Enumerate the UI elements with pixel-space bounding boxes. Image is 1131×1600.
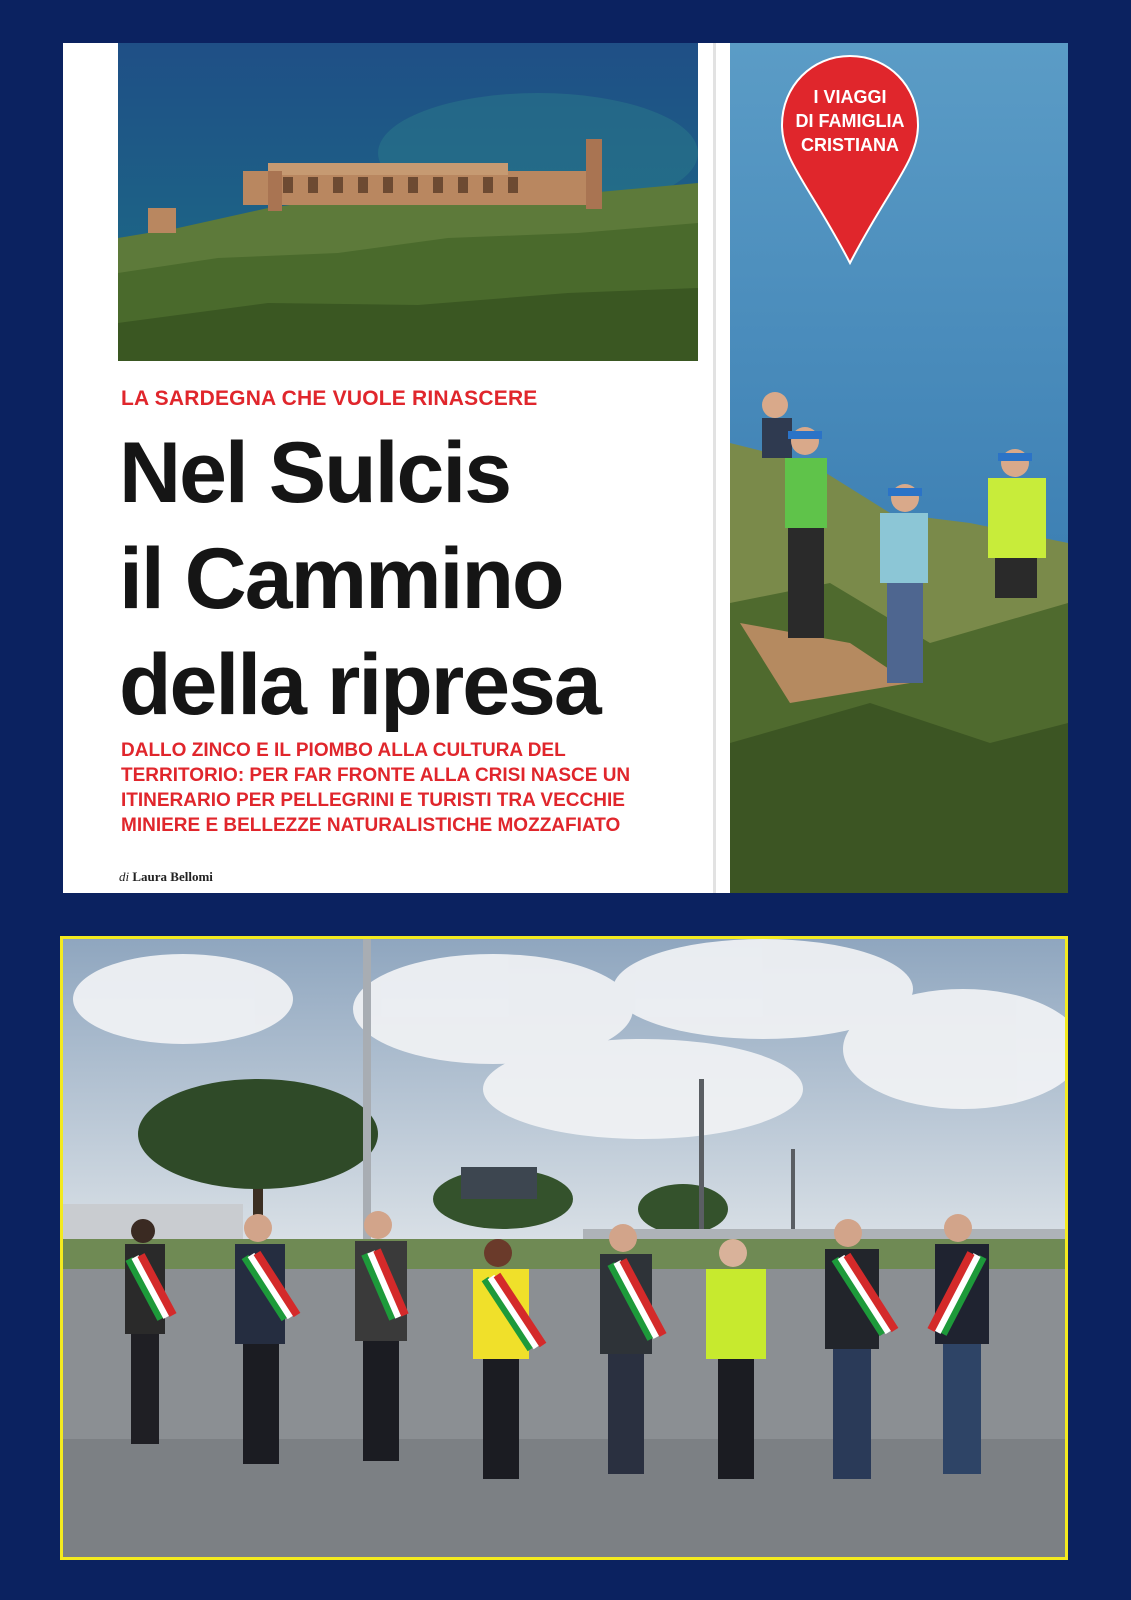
series-badge <box>770 51 930 266</box>
headline-line-1: Nel Sulcis <box>119 425 511 521</box>
subtitle-line-4: MINIERE E BELLEZZE NATURALISTICHE MOZZAFIATO <box>121 815 621 836</box>
article-headline <box>119 420 719 738</box>
subtitle-line-1: DALLO ZINCO E IL PIOMBO ALLA CULTURA DEL <box>121 740 566 761</box>
badge-line-2: DI FAMIGLIA <box>795 111 905 131</box>
headline-line-2: il Cammino <box>119 531 563 627</box>
byline-author: Laura Bellomi <box>132 869 213 884</box>
badge-line-3: CRISTIANA <box>801 135 899 155</box>
subtitle-line-3: ITINERARIO PER PELLEGRINI E TURISTI TRA VECCHIE <box>121 790 625 811</box>
magazine-page <box>63 43 1068 893</box>
procession-photo <box>60 936 1068 1560</box>
coastal-ruins-photo <box>118 43 698 361</box>
byline-prefix: di <box>119 869 130 884</box>
article-byline <box>119 869 213 885</box>
article-kicker: LA SARDEGNA CHE VUOLE RINASCERE <box>121 387 538 410</box>
article-subtitle <box>121 738 681 838</box>
badge-line-1: I VIAGGI <box>813 87 887 107</box>
headline-line-3: della ripresa <box>119 637 600 733</box>
subtitle-line-2: TERRITORIO: PER FAR FRONTE ALLA CRISI NASCE UN <box>121 765 631 786</box>
